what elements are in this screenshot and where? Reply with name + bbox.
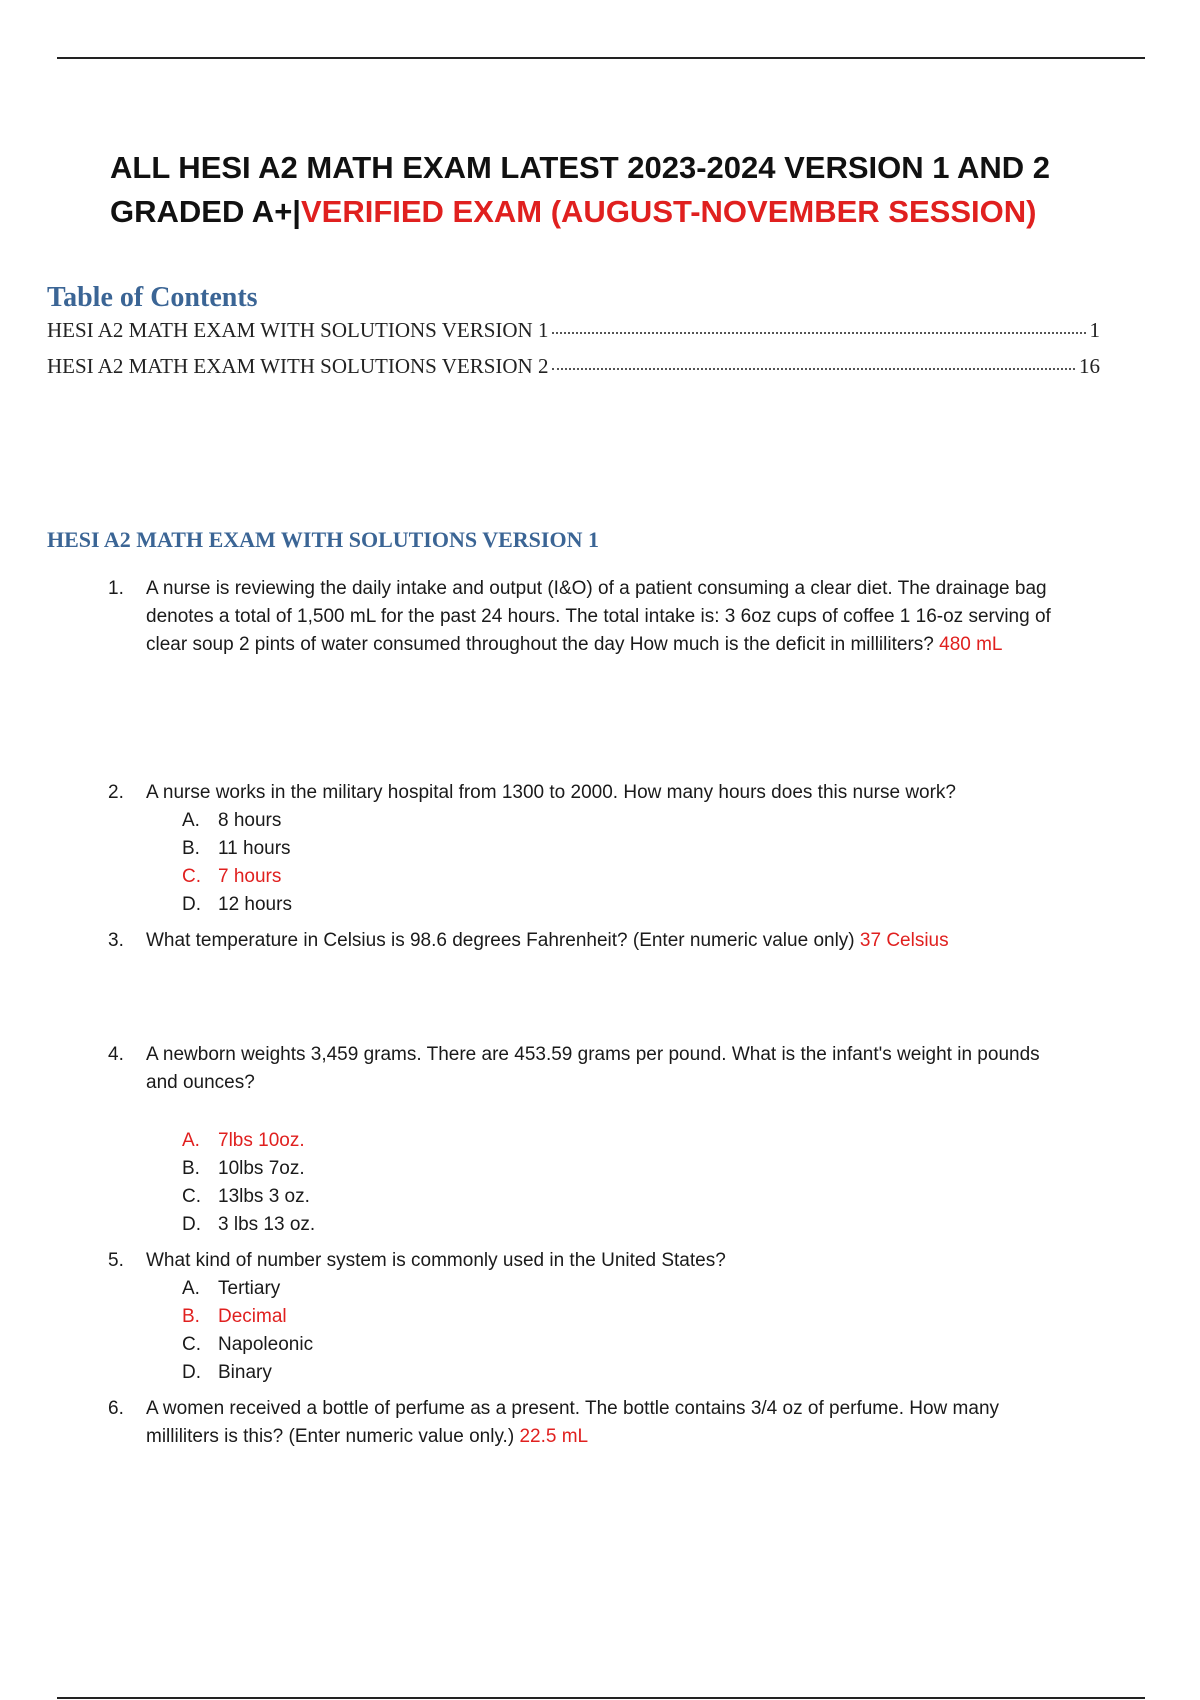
question-text bbox=[146, 927, 1068, 955]
option-b bbox=[182, 1155, 1068, 1183]
option-text: Napoleonic bbox=[218, 1334, 314, 1355]
toc-leader-dots bbox=[552, 367, 1075, 370]
option-letter: A. bbox=[182, 1278, 200, 1299]
toc-entry-page: 16 bbox=[1079, 354, 1100, 378]
options-list bbox=[182, 1275, 1068, 1387]
question-text bbox=[146, 575, 1068, 659]
option-text: 11 hours bbox=[218, 838, 291, 859]
question-stem: A nurse is reviewing the daily intake and output (I&O) of a patient consuming a clear diet. The drainage bag denotes a total of 1,500 mL for the past 24 hours. The total intake is: 3 6oz cups of coffee 1 16-oz serving of clear soup 2 pints of water consumed throughout the day How much is the deficit in milliliters? bbox=[146, 578, 1051, 655]
option-a bbox=[182, 807, 1068, 835]
option-letter: A. bbox=[182, 1130, 200, 1151]
option-a bbox=[182, 1275, 1068, 1303]
option-letter: D. bbox=[182, 1362, 201, 1383]
question-3 bbox=[108, 927, 1068, 955]
question-number: 4. bbox=[108, 1044, 124, 1065]
option-c bbox=[182, 1183, 1068, 1211]
bottom-rule bbox=[57, 1697, 1145, 1699]
answer-text: 480 mL bbox=[939, 634, 1003, 655]
question-number: 6. bbox=[108, 1398, 124, 1419]
toc-entry-label: HESI A2 MATH EXAM WITH SOLUTIONS VERSION 2 bbox=[47, 354, 549, 378]
title-line-2 bbox=[110, 190, 1110, 234]
toc-heading: Table of Contents bbox=[47, 282, 258, 313]
option-letter: B. bbox=[182, 1306, 200, 1327]
document-title bbox=[110, 146, 1110, 234]
option-text: 3 lbs 13 oz. bbox=[218, 1214, 316, 1235]
option-text: 13lbs 3 oz. bbox=[218, 1186, 310, 1207]
title-line-2-red: VERIFIED EXAM (AUGUST-NOVEMBER SESSION) bbox=[300, 194, 1037, 229]
question-5 bbox=[108, 1247, 1068, 1387]
option-text: 8 hours bbox=[218, 810, 282, 831]
options-list bbox=[182, 807, 1068, 919]
title-line-2-black: GRADED A+| bbox=[110, 194, 301, 229]
question-2 bbox=[108, 779, 1068, 919]
question-text bbox=[146, 1395, 1068, 1451]
answer-text: 37 Celsius bbox=[859, 930, 949, 951]
option-b-correct bbox=[182, 1303, 1068, 1331]
option-text: 7lbs 10oz. bbox=[218, 1130, 305, 1151]
question-stem: What temperature in Celsius is 98.6 degrees Fahrenheit? (Enter numeric value only) bbox=[146, 930, 855, 951]
question-6 bbox=[108, 1395, 1068, 1451]
top-rule bbox=[57, 57, 1145, 59]
option-c bbox=[182, 1331, 1068, 1359]
option-text: 7 hours bbox=[218, 866, 282, 887]
option-letter: C. bbox=[182, 1186, 201, 1207]
question-text: A newborn weights 3,459 grams. There are 453.59 grams per pound. What is the infant's weight in pounds and ounces? bbox=[146, 1044, 1040, 1093]
option-d bbox=[182, 891, 1068, 919]
answer-text: 22.5 mL bbox=[519, 1426, 589, 1447]
option-d bbox=[182, 1359, 1068, 1387]
option-c-correct bbox=[182, 863, 1068, 891]
toc-entry-label: HESI A2 MATH EXAM WITH SOLUTIONS VERSION 1 bbox=[47, 318, 549, 342]
toc-entry-version-2[interactable] bbox=[47, 354, 1100, 382]
option-a-correct bbox=[182, 1127, 1068, 1155]
option-letter: D. bbox=[182, 894, 201, 915]
toc-entry-page: 1 bbox=[1089, 318, 1100, 342]
option-letter: C. bbox=[182, 1334, 201, 1355]
question-text: What kind of number system is commonly used in the United States? bbox=[146, 1250, 726, 1271]
question-4 bbox=[108, 1041, 1068, 1239]
option-letter: B. bbox=[182, 838, 200, 859]
title-line-1: ALL HESI A2 MATH EXAM LATEST 2023-2024 VERSION 1 AND 2 bbox=[110, 150, 1050, 185]
question-number: 3. bbox=[108, 930, 124, 951]
question-1 bbox=[108, 575, 1068, 659]
option-letter: D. bbox=[182, 1214, 201, 1235]
option-letter: B. bbox=[182, 1158, 200, 1179]
option-letter: A. bbox=[182, 810, 200, 831]
question-number: 1. bbox=[108, 578, 124, 599]
question-number: 5. bbox=[108, 1250, 124, 1271]
options-list bbox=[182, 1127, 1068, 1239]
option-b bbox=[182, 835, 1068, 863]
toc-leader-dots bbox=[552, 331, 1085, 334]
question-stem: A women received a bottle of perfume as a present. The bottle contains 3/4 oz of perfume. How many milliliters is this? (Enter numeric value only.) bbox=[146, 1398, 1000, 1447]
toc-entry-version-1[interactable] bbox=[47, 318, 1100, 346]
option-letter: C. bbox=[182, 866, 201, 887]
question-text: A nurse works in the military hospital from 1300 to 2000. How many hours does this nurse work? bbox=[146, 782, 956, 803]
option-text: Binary bbox=[218, 1362, 272, 1383]
option-d bbox=[182, 1211, 1068, 1239]
section-heading: HESI A2 MATH EXAM WITH SOLUTIONS VERSION 1 bbox=[47, 527, 599, 552]
option-text: Tertiary bbox=[218, 1278, 281, 1299]
option-text: 10lbs 7oz. bbox=[218, 1158, 305, 1179]
question-number: 2. bbox=[108, 782, 124, 803]
option-text: 12 hours bbox=[218, 894, 292, 915]
option-text: Decimal bbox=[218, 1306, 287, 1327]
